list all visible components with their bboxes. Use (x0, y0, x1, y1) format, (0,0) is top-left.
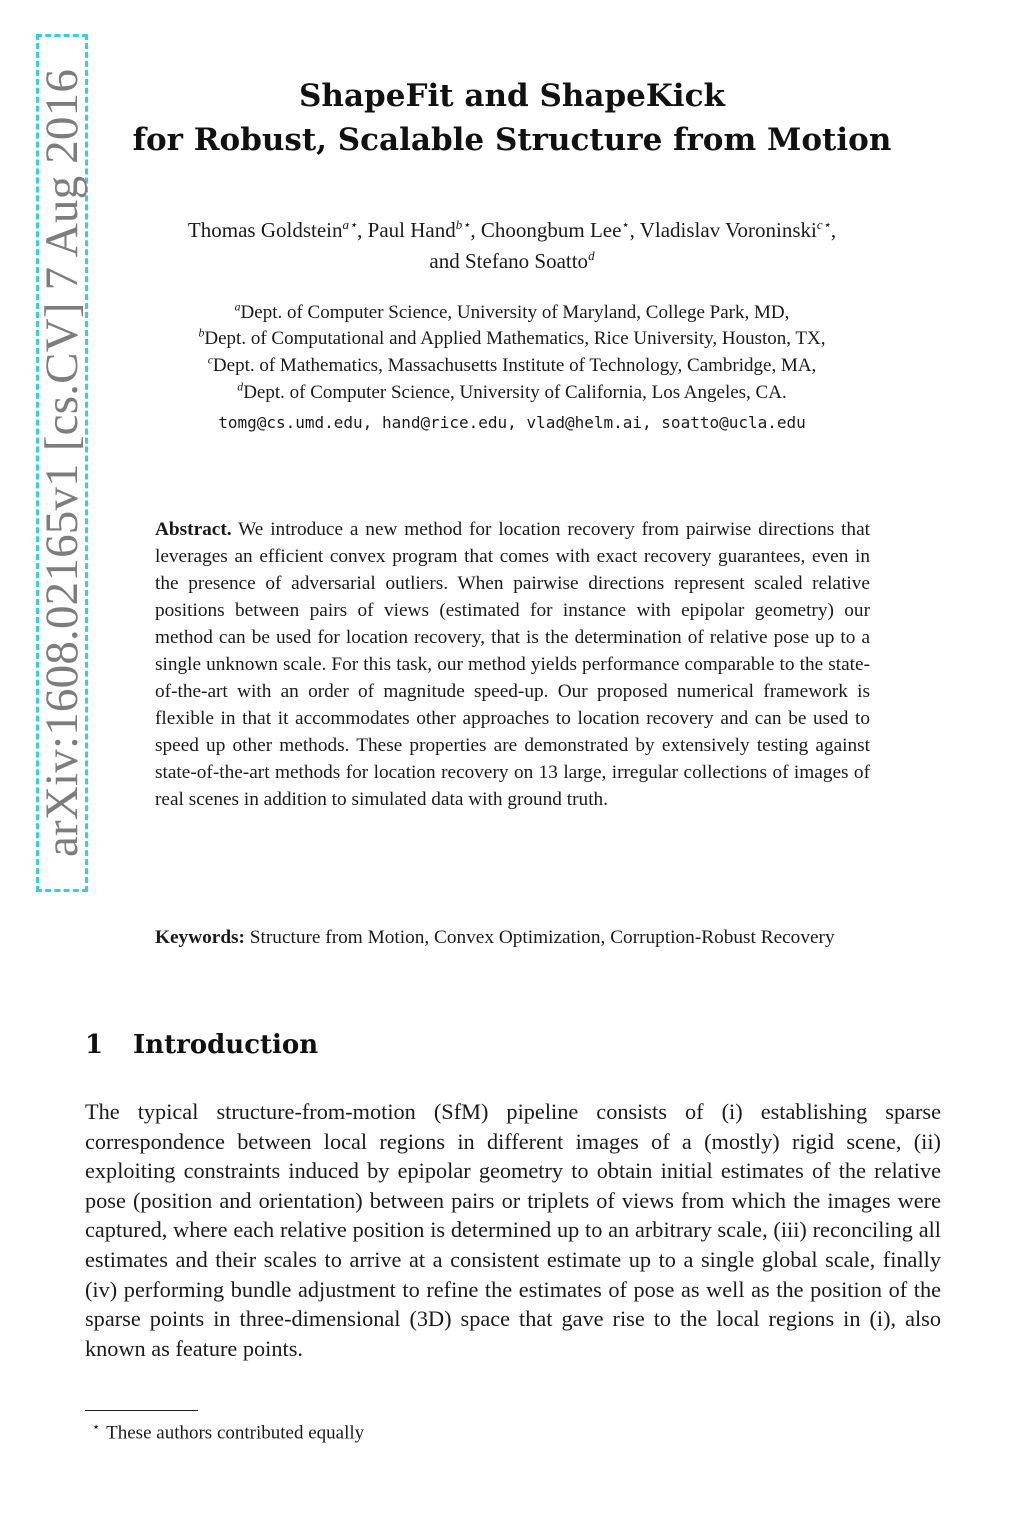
author-mark: a⋆ (342, 217, 358, 232)
abstract-label: Abstract. (155, 519, 232, 540)
keywords-label: Keywords: (155, 927, 245, 948)
affiliation-mark: d (237, 380, 244, 394)
footnote-mark: ⋆ (92, 1419, 101, 1434)
affiliation-text: Dept. of Computer Science, University of California, Los Angeles, CA. (243, 382, 787, 403)
author-separator: , (470, 218, 481, 242)
footnote-divider (85, 1410, 198, 1411)
affiliation-mark: b (198, 326, 205, 340)
section-title: Introduction (133, 1030, 319, 1060)
affiliation-a (0, 302, 1024, 324)
author-separator: , (830, 218, 837, 242)
affiliation-text: Dept. of Mathematics, Massachusetts Institute of Technology, Cambridge, MA, (212, 355, 817, 376)
affiliation-text: Dept. of Computer Science, University of Maryland, College Park, MD, (240, 302, 790, 323)
author-mark: c⋆ (816, 217, 831, 232)
paper-title-line-2: for Robust, Scalable Structure from Motion (132, 122, 892, 158)
abstract-text: We introduce a new method for location recovery from pairwise directions that leverages an efficient convex program that comes with exact recovery guarantees, even in the presence of adversarial outliers. When pairwise directions represent scaled relative positions between pairs of views (estimated for instance with epipolar geometry) our method can be used for location recovery, that is the determination of relative pose up to a single unknown scale. For this task, our method yields performance comparable to the state-of-the-art with an order of magnitude speed-up. Our proposed numerical framework is flexible in that it accommodates other approaches to location recovery and can be used to speed up other methods. These properties are demonstrated by extensively testing against state-of-the-art methods for location recovery on 13 large, irregular collections of images of real scenes in addition to simulated data with ground truth. (155, 519, 870, 810)
abstract (155, 516, 870, 813)
author-emails[interactable]: tomg@cs.umd.edu, hand@rice.edu, vlad@helm.ai, soatto@ucla.edu (218, 413, 806, 432)
affiliation-d (0, 382, 1024, 404)
footnote-text: These authors contributed equally (106, 1422, 365, 1444)
author-mark: ⋆ (621, 217, 630, 232)
affiliation-mark: c (207, 353, 213, 367)
author-separator: , (629, 218, 640, 242)
keywords (155, 924, 870, 951)
introduction-paragraph: The typical structure-from-motion (SfM) pipeline consists of (i) establishing sparse correspondence between local regions in different images of a (mostly) rigid scene, (ii) exploiting constraints induced by epipolar geometry to obtain initial estimates of the relative pose (position and orientation) between pairs or triplets of views from which the images were captured, where each relative position is determined up to an arbitrary scale, (iii) reconciling all estimates and their scales to arrive at a consistent estimate up to a single global scale, finally (iv) performing bundle adjustment to refine the estimates of pose as well as the position of the sparse points in three-dimensional (3D) space that gave rise to the local regions in (i), also known as feature points. (85, 1099, 941, 1361)
arxiv-stamp[interactable]: arXiv:1608.02165v1 [cs.CV] 7 Aug 2016 (36, 68, 88, 858)
keywords-text: Structure from Motion, Convex Optimization, Corruption-Robust Recovery (249, 927, 835, 948)
affiliation-b (0, 328, 1024, 350)
author-list-line-1 (0, 218, 1024, 243)
affiliation-mark: a (234, 300, 241, 314)
author-mark: d (588, 248, 595, 263)
author-list-line-2 (0, 249, 1024, 274)
author-separator: , (357, 218, 368, 242)
author-mark: b⋆ (455, 217, 471, 232)
paper-title-line-1: ShapeFit and ShapeKick (299, 78, 725, 114)
author-name: Vladislav Voroninski (639, 218, 817, 242)
affiliation-c (0, 355, 1024, 377)
author-name: and Stefano Soatto (429, 249, 589, 273)
affiliation-text: Dept. of Computational and Applied Mathematics, Rice University, Houston, TX, (204, 328, 826, 349)
section-heading (85, 1030, 318, 1060)
author-name: Paul Hand (367, 218, 456, 242)
footnote (92, 1419, 364, 1444)
author-name: Choongbum Lee (480, 218, 622, 242)
section-number: 1 (85, 1030, 104, 1060)
author-name: Thomas Goldstein (187, 218, 343, 242)
